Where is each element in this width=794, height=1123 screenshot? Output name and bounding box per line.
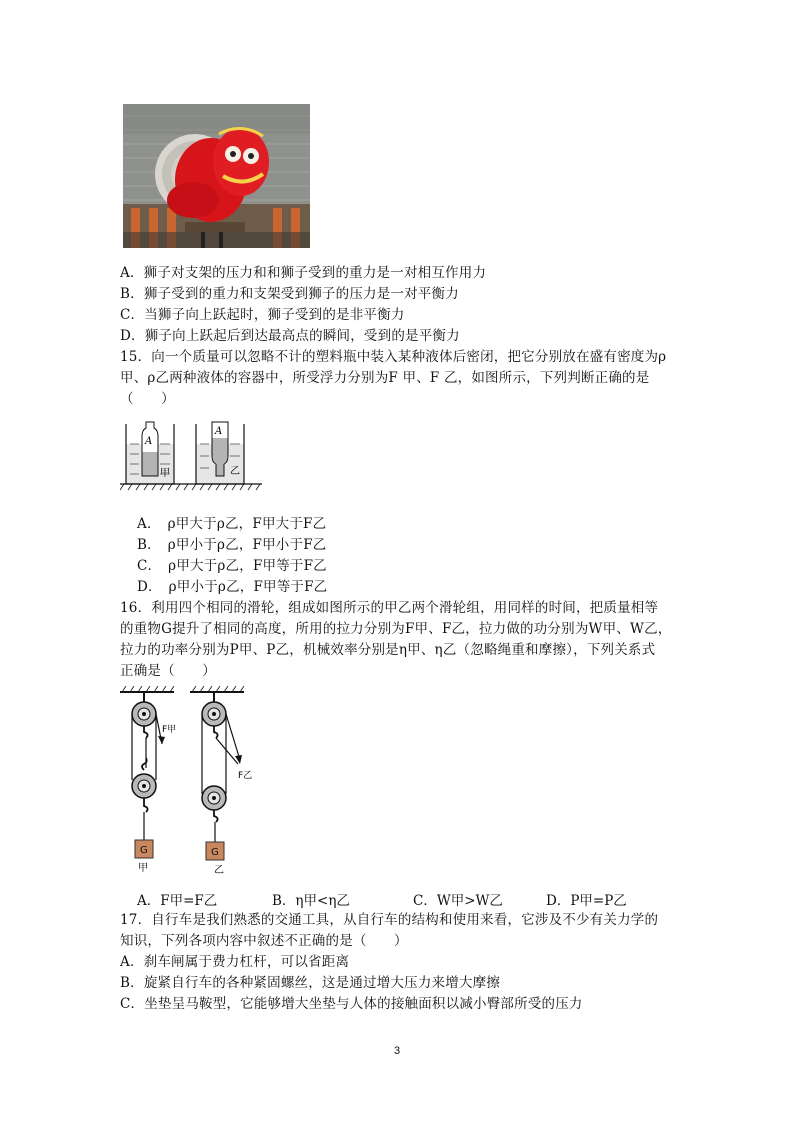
f-yi-label: F乙 (238, 771, 253, 781)
q14-option-d: D．狮子向上跃起后到达最高点的瞬间，受到的是平衡力 (120, 328, 460, 344)
q16-option-b: B．η甲<η乙 (272, 893, 350, 909)
q16-stem-line-3: 拉力的功率分别为P甲、P乙，机械效率分别是η甲、η乙（忽略绳重和摩擦），下列关系式 (120, 642, 656, 658)
q15-stem-line-3: （ ） (120, 391, 175, 407)
q15-option-d: D． ρ甲小于ρ乙，F甲等于F乙 (137, 579, 328, 595)
f-jia-label: F甲 (162, 725, 177, 735)
bottle-figure (120, 418, 265, 494)
pulley-yi-label: 乙 (214, 865, 224, 876)
q16-option-a: A．F甲=F乙 (137, 893, 218, 909)
q17-stem-line-1: 17．自行车是我们熟悉的交通工具，从自行车的结构和使用来看，它涉及不少有关力学的 (120, 912, 659, 928)
q14-option-a: A．狮子对支架的压力和和狮子受到的重力是一对相互作用力 (120, 265, 487, 281)
q16-options-row (137, 889, 697, 909)
bottle-a-label: A (145, 436, 153, 447)
q14-option-b: B．狮子受到的重力和支架受到狮子的压力是一对平衡力 (120, 286, 459, 302)
lion-dance-photo (123, 104, 310, 248)
q16-option-d: D．P甲=P乙 (546, 893, 627, 909)
container-jia-label: 甲 (160, 468, 170, 479)
weight-g-label-jia: G (140, 845, 148, 856)
q14-option-c: C．当狮子向上跃起时，狮子受到的是非平衡力 (120, 307, 405, 323)
container-yi-label: 乙 (230, 466, 240, 477)
q17-stem-line-2: 知识，下列各项内容中叙述不正确的是（ ） (120, 933, 408, 949)
q16-option-c: C．W甲>W乙 (413, 893, 503, 909)
q17-option-a: A．刹车闸属于费力杠杆，可以省距离 (120, 954, 350, 970)
pulley-figure (118, 686, 268, 878)
page-number: 3 (393, 1045, 401, 1057)
q15-option-c: C． ρ甲大于ρ乙，F甲等于F乙 (137, 558, 327, 574)
bottle-a-label-2: A (215, 426, 223, 437)
q15-stem-line-2: 甲、ρ乙两种液体的容器中，所受浮力分别为F 甲、F 乙，如图所示，下列判断正确的是 (120, 370, 650, 386)
q15-option-a: A． ρ甲大于ρ乙，F甲大于F乙 (137, 516, 327, 532)
q17-option-c: C．坐垫呈马鞍型，它能够增大坐垫与人体的接触面积以减小臀部所受的压力 (120, 996, 583, 1012)
q15-option-b: B． ρ甲小于ρ乙，F甲小于F乙 (137, 537, 327, 553)
q17-option-b: B．旋紧自行车的各种紧固螺丝，这是通过增大压力来增大摩擦 (120, 975, 501, 991)
q16-stem-line-1: 16．利用四个相同的滑轮，组成如图所示的甲乙两个滑轮组，用同样的时间，把质量相等 (120, 600, 659, 616)
q16-stem-line-2: 的重物G提升了相同的高度，所用的拉力分别为F甲、F乙，拉力做的功分别为W甲、W乙， (120, 621, 672, 637)
q15-stem-line-1: 15．向一个质量可以忽略不计的塑料瓶中装入某种液体后密闭，把它分别放在盛有密度为ρ (120, 349, 667, 365)
q16-stem-line-4: 正确是（ ） (120, 663, 216, 679)
weight-g-label-yi: G (211, 847, 219, 858)
pulley-jia-label: 甲 (138, 863, 148, 874)
